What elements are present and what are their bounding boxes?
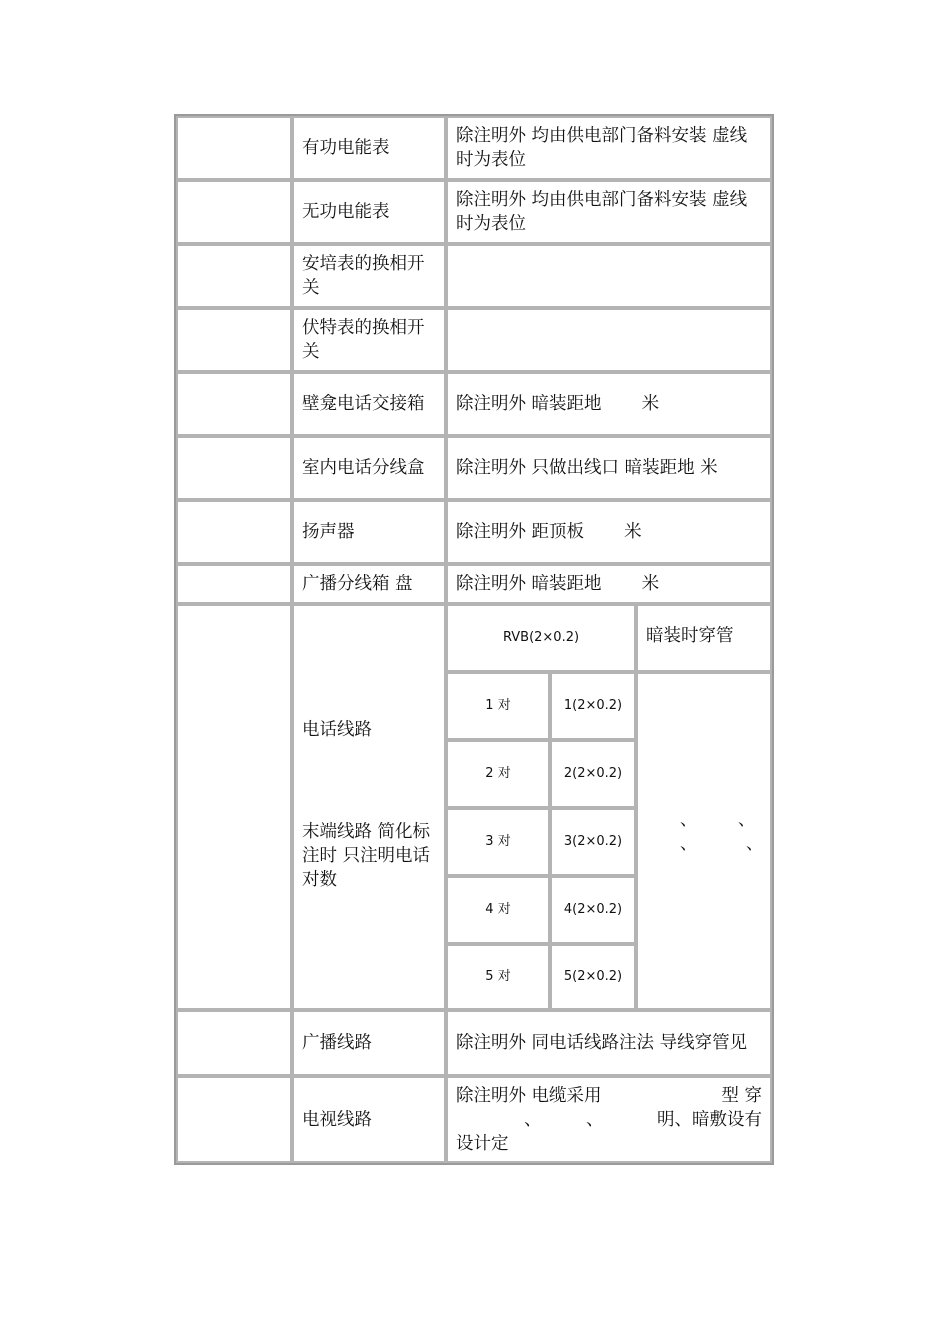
item-name: 电视线路 [302, 1109, 372, 1130]
table-row [176, 1010, 772, 1076]
symbol-cell [176, 604, 292, 1010]
tv-desc-part: 、 [524, 1110, 542, 1130]
pair-cable: 1(2×0.2) [563, 698, 623, 713]
desc-part: 除注明外 暗装距地 [456, 394, 602, 414]
tv-desc [456, 1084, 762, 1156]
separator: 、 [680, 810, 697, 830]
conduit-header-cell [636, 604, 772, 672]
table-row [176, 436, 772, 500]
desc-unit: 米 [624, 522, 642, 542]
tv-desc-part: 除注明外 电缆采用 [456, 1086, 602, 1106]
item-desc [456, 392, 762, 416]
pair-label: 5 对 [485, 969, 511, 984]
pair-cable: 3(2×0.2) [563, 834, 623, 849]
table-row [176, 308, 772, 372]
conduit-header: 暗装时穿管 [646, 626, 734, 646]
pair-label-cell [446, 672, 550, 740]
table-row [176, 564, 772, 604]
item-name: 广播分线箱 盘 [302, 574, 413, 594]
name-cell [292, 1010, 446, 1076]
symbol-cell [176, 116, 292, 180]
name-cell [292, 372, 446, 436]
pair-cable-cell [550, 876, 636, 944]
desc-cell [446, 372, 772, 436]
separator: 、 [746, 834, 763, 854]
desc-cell [446, 1010, 772, 1076]
item-desc: 除注明外 同电话线路注法 导线穿管见 [456, 1033, 748, 1053]
pair-cable: 2(2×0.2) [563, 766, 623, 781]
phone-line-row [176, 604, 772, 1010]
symbol-cell [176, 180, 292, 244]
item-name: 无功电能表 [302, 202, 390, 222]
symbol-cell [176, 1076, 292, 1163]
pair-label-cell [446, 808, 550, 876]
item-name: 室内电话分线盒 [302, 458, 425, 478]
table-row [176, 180, 772, 244]
pair-label: 1 对 [485, 698, 511, 713]
pair-label-cell [446, 944, 550, 1010]
item-name: 电话线路 [302, 720, 372, 740]
pair-label: 2 对 [485, 766, 511, 781]
symbol-cell [176, 372, 292, 436]
item-name: 广播线路 [302, 1033, 372, 1053]
item-name: 壁龛电话交接箱 [302, 394, 425, 414]
pair-cable-cell [550, 944, 636, 1010]
desc-cell [446, 308, 772, 372]
table-row [176, 372, 772, 436]
item-name: 有功电能表 [302, 138, 390, 158]
desc-cell [446, 500, 772, 564]
symbol-cell [176, 564, 292, 604]
pair-cable: 4(2×0.2) [563, 902, 623, 917]
desc-part: 除注明外 暗装距地 [456, 574, 602, 594]
name-cell [292, 564, 446, 604]
item-name: 伏特表的换相开关 [302, 318, 425, 362]
tv-desc-part: 型 穿 [721, 1086, 762, 1106]
pair-cable: 5(2×0.2) [563, 969, 623, 984]
desc-cell [446, 116, 772, 180]
name-cell [292, 604, 446, 1010]
name-cell [292, 180, 446, 244]
name-cell [292, 500, 446, 564]
symbol-cell [176, 1010, 292, 1076]
pair-label: 3 对 [485, 834, 511, 849]
desc-cell [446, 1076, 772, 1163]
desc-unit: 米 [641, 394, 660, 414]
pair-cable-cell [550, 672, 636, 740]
phone-note: 末端线路 简化标注时 只注明电话对数 [302, 822, 431, 890]
name-cell [292, 308, 446, 372]
desc-part: 除注明外 距顶板 [456, 522, 585, 542]
symbol-cell [176, 308, 292, 372]
desc-cell [446, 180, 772, 244]
table-row [176, 244, 772, 308]
pair-label-cell [446, 740, 550, 808]
pair-cable-cell [550, 740, 636, 808]
cable-header-cell [446, 604, 636, 672]
name-cell [292, 244, 446, 308]
item-desc: 除注明外 均由供电部门备料安装 虚线时为表位 [456, 126, 748, 170]
name-cell [292, 116, 446, 180]
table-row [176, 500, 772, 564]
tv-desc-part: 设计定 [456, 1134, 509, 1154]
pair-label: 4 对 [485, 902, 511, 917]
item-desc [456, 572, 762, 596]
separator: 、 [680, 834, 697, 854]
table-row [176, 1076, 772, 1163]
name-cell [292, 436, 446, 500]
pair-label-cell [446, 876, 550, 944]
tv-desc-part: 、 [586, 1110, 604, 1130]
desc-cell [446, 564, 772, 604]
desc-cell [446, 244, 772, 308]
item-desc: 除注明外 只做出线口 暗装距地 米 [456, 458, 718, 478]
table-row [176, 116, 772, 180]
conduit-cell [636, 672, 772, 1010]
symbol-cell [176, 436, 292, 500]
symbol-cell [176, 244, 292, 308]
desc-cell [446, 436, 772, 500]
tv-desc-part: 明、暗敷设有 [657, 1110, 762, 1130]
item-name: 安培表的换相开关 [302, 254, 425, 298]
item-desc: 除注明外 均由供电部门备料安装 虚线时为表位 [456, 190, 748, 234]
separator: 、 [738, 810, 755, 830]
pair-cable-cell [550, 808, 636, 876]
cable-header: RVB(2×0.2) [502, 630, 580, 645]
item-desc [456, 520, 762, 544]
name-cell [292, 1076, 446, 1163]
item-name: 扬声器 [302, 522, 355, 542]
desc-unit: 米 [641, 574, 660, 594]
symbol-cell [176, 500, 292, 564]
